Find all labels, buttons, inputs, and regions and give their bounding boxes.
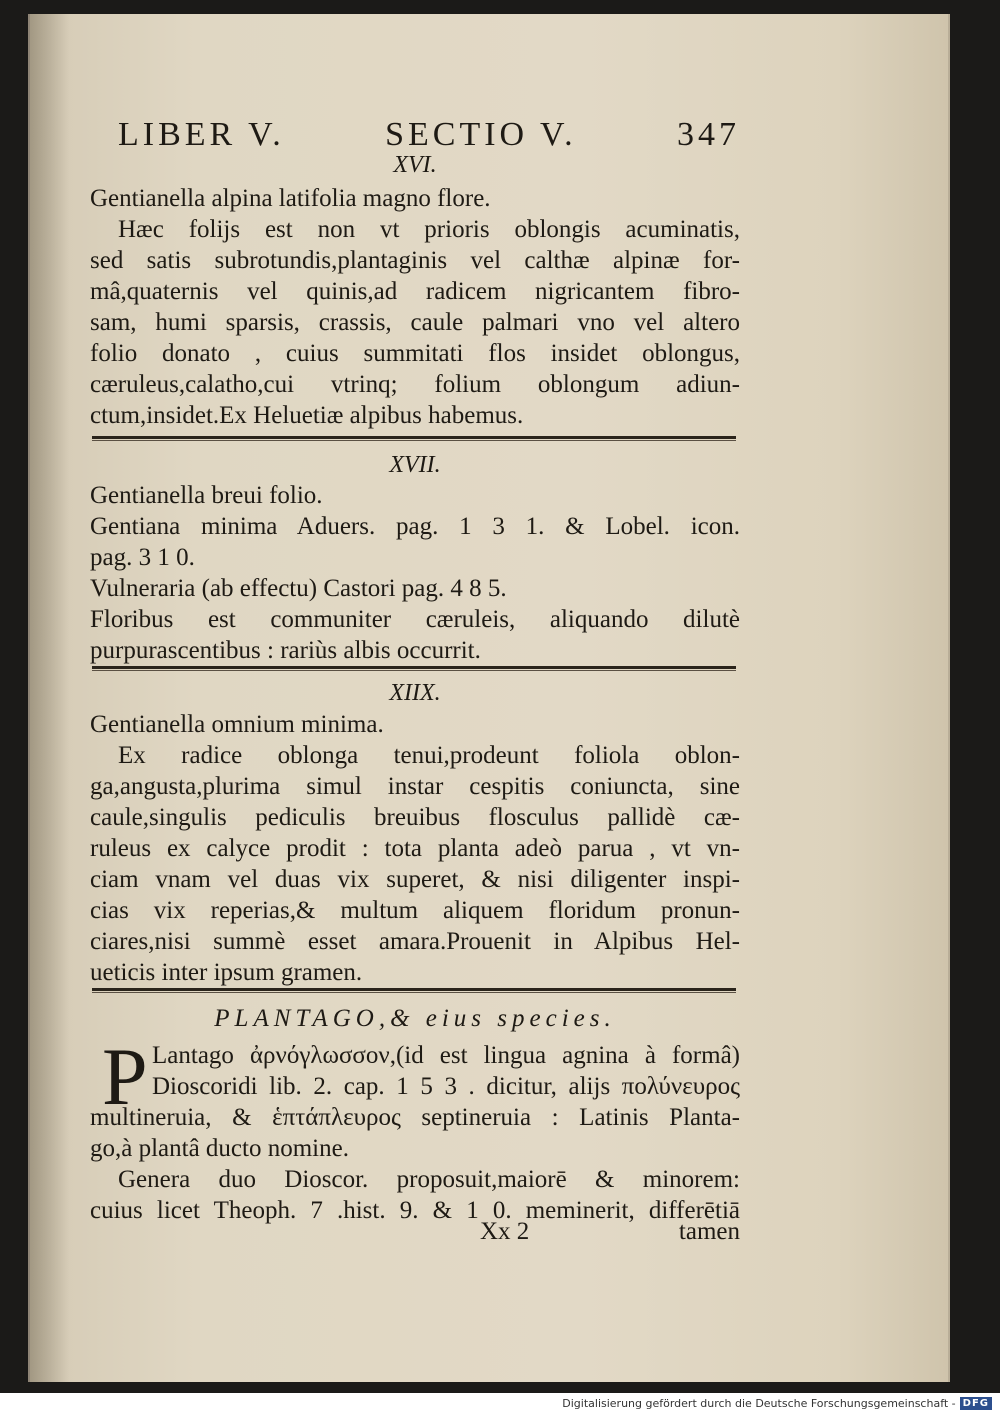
- signature-mark: Xx 2: [480, 1218, 530, 1245]
- section-heading: Gentianella alpina latifolia magno flore.: [90, 185, 491, 212]
- text-line: Gentiana minima Aduers. pag. 1 3 1. & Lobel. icon.: [90, 513, 740, 540]
- text-line: sed satis subrotundis,plantaginis vel calthæ alpinæ for-: [90, 247, 740, 274]
- text-line: ciam vnam vel duas vix superet, & nisi diligenter inspi-: [90, 866, 740, 893]
- text-line: go,à plantâ ducto nomine.: [90, 1135, 349, 1162]
- text-line: mâ,quaternis vel quinis,ad radicem nigricantem fibro-: [90, 278, 740, 305]
- section-divider: [92, 436, 736, 439]
- text-line: purpurascentibus : rariùs albis occurrit.: [90, 637, 481, 664]
- credit-text: Digitalisierung gefördert durch die Deutsche Forschungsgemeinschaft -: [562, 1397, 956, 1410]
- drop-cap: P: [102, 1031, 148, 1122]
- text-line: Genera duo Dioscor. proposuit,maiorē & minorem:: [118, 1166, 740, 1193]
- catchword: tamen: [678, 1218, 740, 1245]
- section-number: XVI.: [393, 152, 437, 178]
- text-line: ctum,insidet.Ex Heluetiæ alpibus habemus.: [90, 402, 524, 429]
- plantago-title: PLANTAGO,& eius species.: [214, 1005, 616, 1032]
- text-line: Vulneraria (ab effectu) Castori pag. 4 8 5.: [90, 575, 507, 602]
- section-divider: [92, 988, 736, 991]
- text-line: Hæc folijs est non vt prioris oblongis acuminatis,: [118, 216, 740, 243]
- section-number: XIIX.: [389, 680, 441, 706]
- running-head-section: SECTIO V.: [385, 116, 577, 153]
- text-line: cias vix reperias,& multum aliquem floridum pronun-: [90, 897, 740, 924]
- text-line: Ex radice oblonga tenui,prodeunt foliola oblon-: [118, 742, 740, 769]
- text-line: ueticis inter ipsum gramen.: [90, 959, 363, 986]
- digitization-credit: [562, 1397, 992, 1410]
- text-line: sam, humi sparsis, crassis, caule palmari vno vel altero: [90, 309, 740, 336]
- text-line: folio donato , cuius summitati flos insidet oblongus,: [90, 340, 740, 367]
- running-head-book: LIBER V.: [118, 116, 285, 153]
- text-line: Dioscoridi lib. 2. cap. 1 5 3 . dicitur, alijs πολύνευρος: [152, 1073, 740, 1100]
- page-number: 347: [677, 116, 740, 153]
- section-heading: Gentianella breui folio.: [90, 482, 323, 509]
- section-heading: Gentianella omnium minima.: [90, 711, 384, 738]
- section-divider: [92, 666, 736, 669]
- section-number: XVII.: [389, 452, 441, 478]
- text-line: Lantago ἀρνόγλωσσον,(id est lingua agnina à formâ): [152, 1042, 740, 1069]
- text-line: cuius licet Theoph. 7 .hist. 9. & 1 0. meminerit, differētiā: [90, 1197, 740, 1224]
- book-page: [28, 14, 950, 1382]
- text-line: ga,angusta,plurima simul instar cespitis coniuncta, sine: [90, 773, 740, 800]
- running-head: [90, 116, 740, 154]
- dfg-logo[interactable]: DFG: [960, 1397, 992, 1410]
- text-line: caule,singulis pediculis breuibus flosculus pallidè cæ-: [90, 804, 740, 831]
- text-line: cæruleus,calatho,cui vtrinq; folium oblongum adiun-: [90, 371, 740, 398]
- spine-shadow: [30, 14, 70, 1382]
- text-line: pag. 3 1 0.: [90, 544, 195, 571]
- text-line: Floribus est communiter cæruleis, aliquando dilutè: [90, 606, 740, 633]
- text-line: multineruia, & ἑπτάπλευρος septineruia : Latinis Planta-: [90, 1104, 740, 1131]
- text-line: ruleus ex calyce prodit : tota planta adeò parua , vt vn-: [90, 835, 740, 862]
- text-line: ciares,nisi summè esset amara.Prouenit in Alpibus Hel-: [90, 928, 740, 955]
